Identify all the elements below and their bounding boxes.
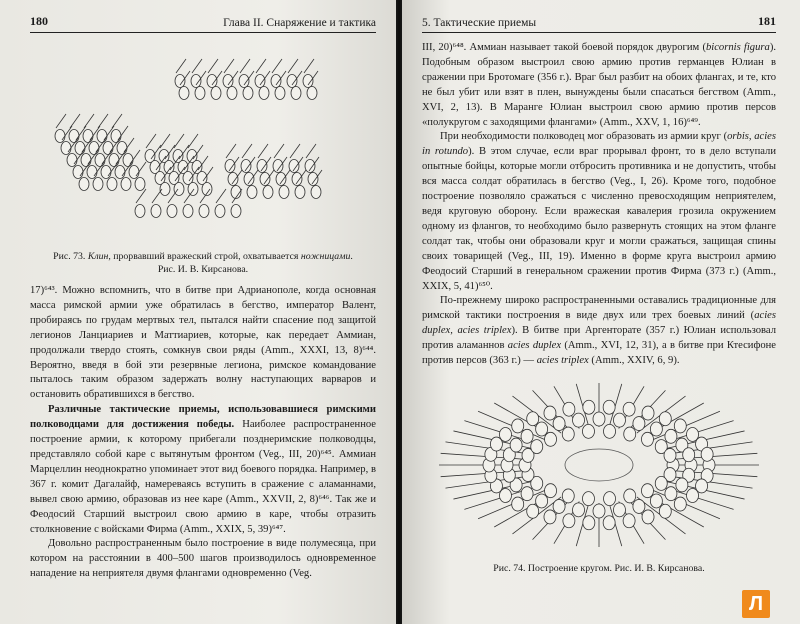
caption-text: , прорвавший вражеский строй, охватывается	[108, 251, 299, 262]
left-paragraph-3: Довольно распространенным было построение в виде полумесяца, при котором на расстоянии в 400–500 шагов производилось одновременное нападение на неприятеля двумя флангами одновременно (Veg.	[30, 538, 376, 580]
page-number: 181	[758, 14, 776, 28]
text-span: ). Подобным образом выстроил свою армию против германцев Юлиан в сражении при Бротомаге (356 г.). Враг был разбит на обоих флангах, и те, кто не был убит или взят в плен, вынуждены были спасаться бегством (Amm., XVI, 2, 13). В Маранге Юлиан выстроил свою армию против персов «полукругом с заходящими флангами» (Amm., XXV, 1, 16)⁶⁴⁹.	[422, 42, 776, 128]
page-number: 180	[30, 14, 48, 28]
right-paragraph-1	[422, 41, 776, 130]
italic-term: acies duplex	[507, 340, 562, 352]
caption-italic-scissors: ножницами	[300, 251, 351, 262]
text-span: По-прежнему широко распространенными оставались традиционные для римской тактики построения в виде двух или трех боевых линий (	[422, 295, 776, 322]
right-paragraph-2	[422, 130, 776, 294]
figure-73	[30, 41, 376, 246]
caption-end: .	[350, 251, 353, 262]
text-span: При необходимости полководец мог образовать из армии круг (	[440, 131, 728, 143]
caption-author: Рис. И. В. Кирсанова.	[157, 264, 249, 275]
italic-term: acies duplex, acies triplex	[422, 310, 776, 337]
publisher-logo: Л	[742, 590, 770, 618]
italic-term: bicornis figura	[705, 42, 770, 53]
section-heading: Различные тактические приемы, использовавшиеся римскими полководцами для достижения победы.	[30, 404, 376, 431]
left-paragraph-1: 17)⁶⁴³. Можно вспомнить, что в битве при Адрианополе, когда основная масса римской армии уже обратилась в бегство, император Валент, пробираясь по грудам мертвых тел, пытался найти спасение под защитой легионов Ланциариев и Маттиариев, которые, как передает Аммиан, продолжали твердо стоять, сомкнув свои ряды (Amm., XXXI, 13, 8)⁶⁴⁴. Вероятно, введя в бой эти резервные легиона, римское командование пыталось таким образом задержать волну наступающих варваров и остановить обратившихся в бегство.	[30, 285, 376, 401]
text-span: III, 20)⁶⁴⁸. Аммиан называет такой боевой порядок двурогим (	[422, 42, 706, 53]
left-header	[30, 0, 376, 33]
caption-fig-label: Рис. 73.	[53, 251, 86, 262]
text-span: (Amm., XVI, 12, 31), а в битве при Ктесифоне против персов (363 г.) —	[422, 340, 776, 367]
running-head: 5. Тактические приемы	[422, 17, 537, 29]
text-span: (Amm., XXIV, 6, 9).	[588, 355, 680, 367]
left-paragraph-2	[30, 403, 376, 537]
figure-73-caption	[30, 250, 376, 276]
left-paragraph-2-text: Наиболее распространенное построение армии, к которому прибегали позднеримские полководцы, представляло собой каре с вытянутым фронтом (Veg., III, 20)⁶⁴⁵. Аммиан Марцеллин неоднократно упоминает этот вид боевого порядка. Например, в 367 г. комит Дагалайф, намереваясь вступить в сражение с аламаннами, вывел свою армию, образовав из нее каре (Amm., XXVII, 2, 8)⁶⁴⁶. Так же и Феодосий Старший выстроил свою армию в каре, чтобы отразить столкновение с войсками Фирма (Amm., XXIX, 5, 39)⁶⁴⁷.	[30, 419, 376, 535]
italic-term: acies triplex	[536, 355, 589, 367]
circle-formation-illustration	[422, 375, 776, 553]
wedge-formation-illustration	[30, 41, 376, 241]
running-head: Глава II. Снаряжение и тактика	[223, 17, 376, 29]
right-page	[402, 0, 800, 624]
text-span: ). В этом случае, если враг прорывал фронт, то в дело вступали опытные бойцы, которые могли отбросить противника и не допустить, чтобы вся масса солдат обратилась в бегство (Veg., I, 26). Кроме того, подобное построение позволяло сражаться с численно превосходящим неприятелем, ведя круговую оборону. Если вражеская кавалерия грозила окружением одному из флангов, то необходимо было развернуть стоящих на этом фланге солдат так, чтобы они образовали круг и могли сражаться, защищая спины своих товарищей (Veg., III, 19). Именно в форме круга выстроил армию Феодосий Старший в генеральном сражении против Фирма (373 г.) (Amm., XXIX, 5, 41)⁶⁵⁰.	[422, 146, 776, 292]
left-page	[0, 0, 396, 624]
figure-74-caption: Рис. 74. Построение кругом. Рис. И. В. Кирсанова.	[493, 562, 705, 574]
text-span: ). В битве при Аргенторате (357 г.) Юлиан использовал против аламаннов	[422, 325, 776, 352]
figure-74	[422, 375, 776, 558]
caption-italic-klin: Клин	[87, 251, 109, 262]
right-header	[422, 0, 776, 33]
right-paragraph-3	[422, 294, 776, 369]
italic-term: orbis, acies in rotundo	[422, 131, 776, 158]
